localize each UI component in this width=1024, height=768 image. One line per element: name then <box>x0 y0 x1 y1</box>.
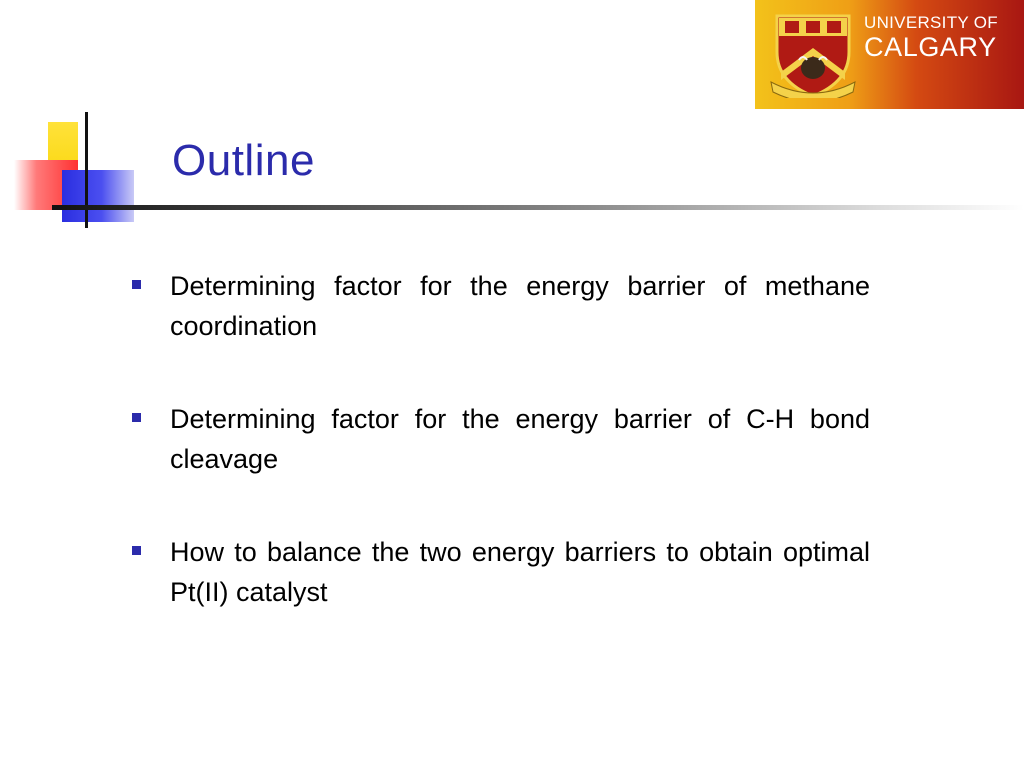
bullet-square-icon <box>132 280 141 289</box>
bullet-square-icon <box>132 413 141 422</box>
bullet-square-icon <box>132 546 141 555</box>
title-divider <box>52 205 1024 210</box>
bullet-text: Determining factor for the energy barrier of C-H bond cleavage <box>170 404 870 474</box>
university-logo <box>755 0 1024 109</box>
logo-line2: CALGARY <box>864 32 997 62</box>
crest-icon <box>769 12 857 98</box>
logo-line1: UNIVERSITY OF <box>864 13 998 32</box>
bullet-list <box>130 266 870 665</box>
bullet-text: Determining factor for the energy barrier of methane coordination <box>170 271 870 341</box>
list-item <box>130 266 870 346</box>
decor-blue-square <box>62 170 134 222</box>
logo-wordmark <box>864 14 998 61</box>
list-item <box>130 532 870 612</box>
decor-vertical-line <box>85 112 88 228</box>
slide-title: Outline <box>172 136 315 185</box>
bullet-text: How to balance the two energy barriers to obtain optimal Pt(II) catalyst <box>170 537 870 607</box>
list-item <box>130 399 870 479</box>
